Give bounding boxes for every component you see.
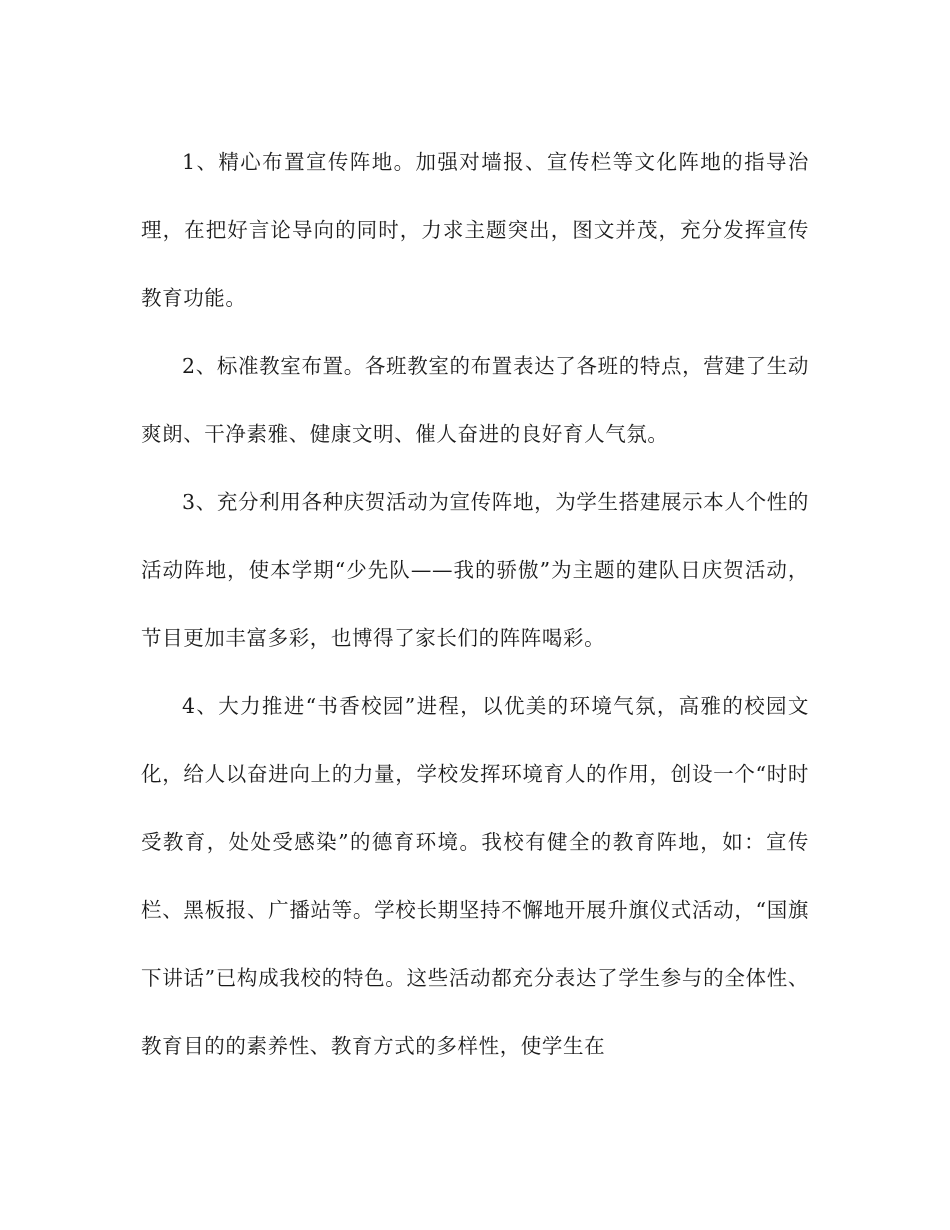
paragraph-4: 4、大力推进“书香校园”进程，以优美的环境气氛，高雅的校园文化，给人以奋进向上的力量，学校发挥环境育人的作用，创设一个“时时受教育，处处受感染”的德育环境。我校有健全的教育阵地，如：宣传栏、黑板报、广播站等。学校长期坚持不懈地开展升旗仪式活动，“国旗下讲话”已构成我校的特色。这些活动都充分表达了学生参与的全体性、教育目的的素养性、教育方式的多样性，使学生在 <box>141 694 809 1058</box>
paragraph-2: 2、标准教室布置。各班教室的布置表达了各班的特点，营建了生动爽朗、干净素雅、健康文明、催人奋进的良好育人气氛。 <box>141 354 809 446</box>
paragraph-1: 1、精心布置宣传阵地。加强对墙报、宣传栏等文化阵地的指导治理，在把好言论导向的同时，力求主题突出，图文并茂，充分发挥宣传教育功能。 <box>141 150 809 310</box>
paragraph-3: 3、充分利用各种庆贺活动为宣传阵地，为学生搭建展示本人个性的活动阵地，使本学期“少先队——我的骄傲”为主题的建队日庆贺活动，节目更加丰富多彩，也博得了家长们的阵阵喝彩。 <box>141 490 809 650</box>
document-body <box>141 128 809 1080</box>
